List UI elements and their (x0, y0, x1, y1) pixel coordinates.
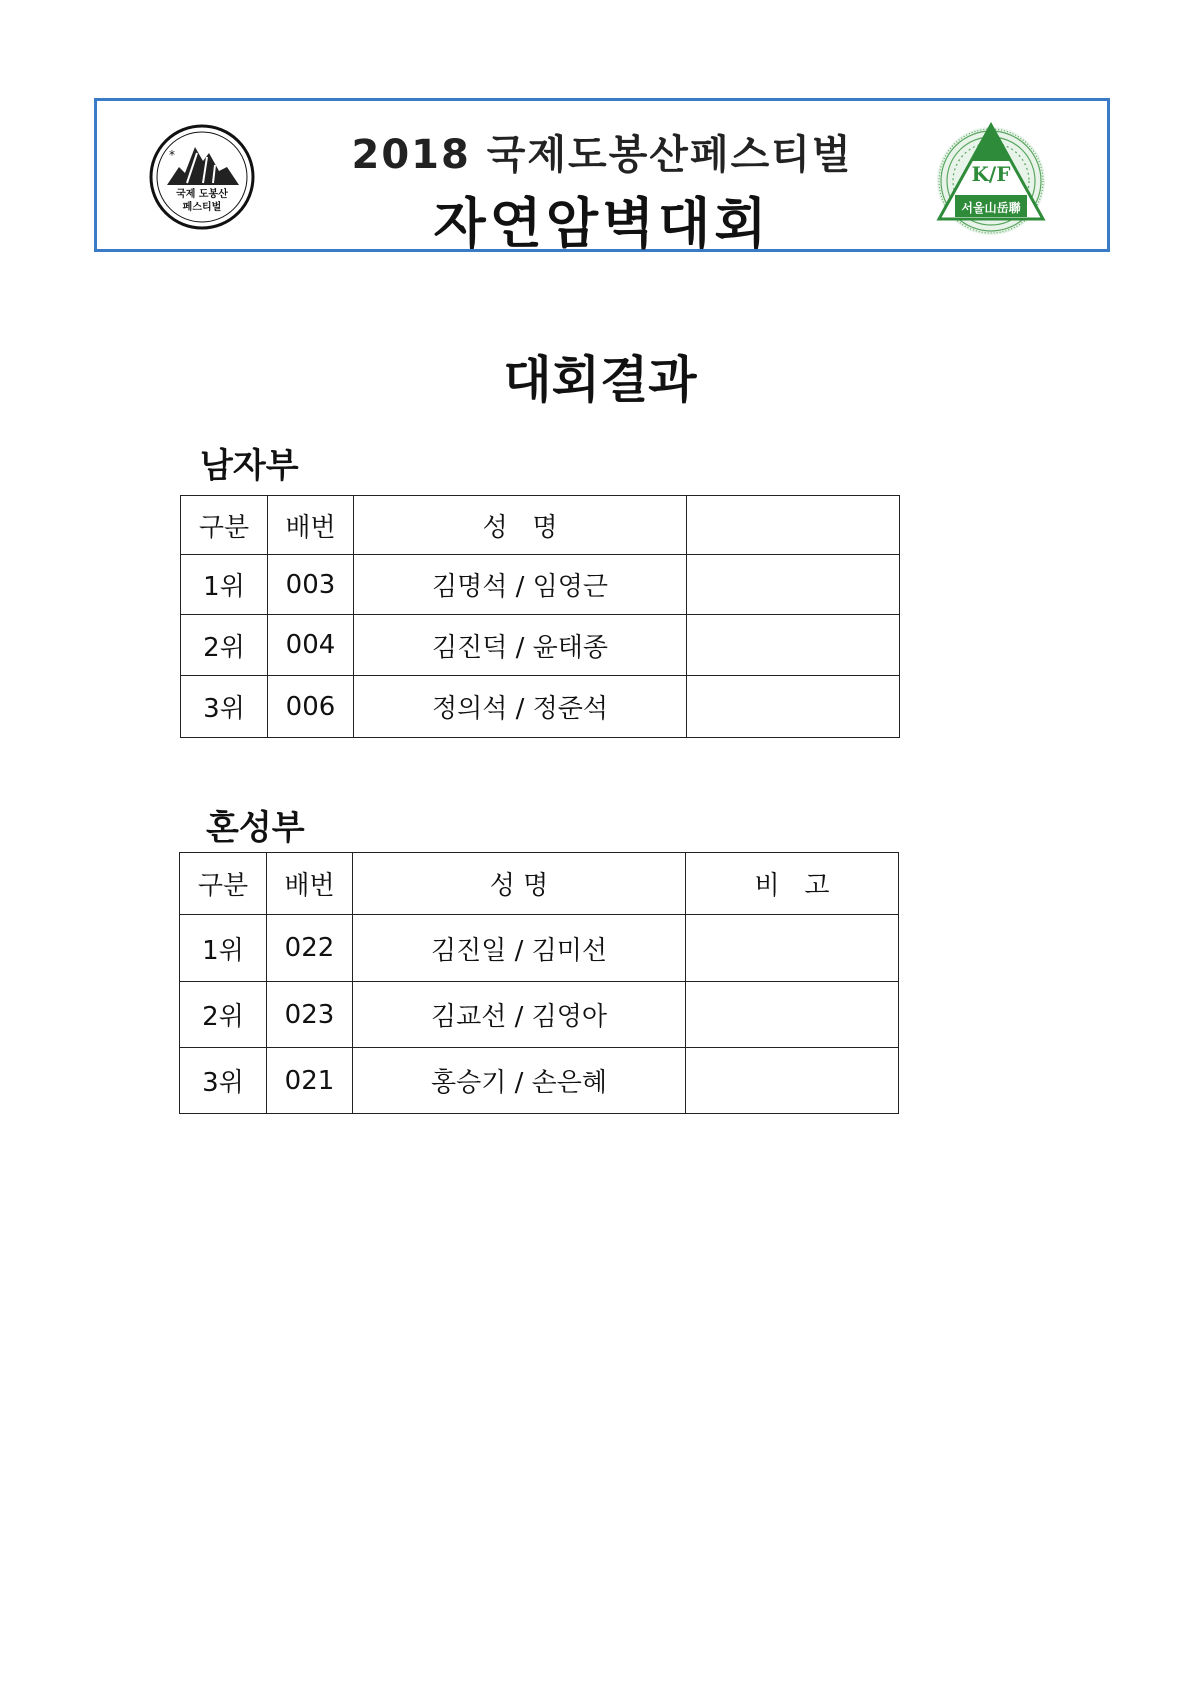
cell-note (686, 982, 899, 1048)
cell-bib: 004 (268, 615, 354, 676)
cell-bib: 022 (267, 915, 353, 982)
cell-bib: 003 (268, 555, 354, 615)
table-row (181, 676, 900, 738)
cell-rank: 3위 (181, 676, 268, 738)
results-table-mixed (179, 852, 899, 1114)
cell-rank: 2위 (180, 982, 267, 1048)
cell-name: 김명석 / 임영근 (354, 555, 687, 615)
table-header-row (181, 496, 900, 555)
cell-rank: 1위 (180, 915, 267, 982)
cell-name: 김교선 / 김영아 (353, 982, 686, 1048)
cell-name: 김진덕 / 윤태종 (354, 615, 687, 676)
cell-bib: 006 (268, 676, 354, 738)
cell-note (687, 555, 900, 615)
table-row (180, 915, 899, 982)
cell-rank: 2위 (181, 615, 268, 676)
right-logo-letters: K/F (971, 162, 1011, 186)
cell-note (687, 676, 900, 738)
header-note: 비 고 (686, 853, 899, 915)
header-bib: 배번 (268, 496, 354, 555)
cell-rank: 3위 (180, 1048, 267, 1114)
event-banner (94, 98, 1110, 255)
header-name: 성 명 (353, 853, 686, 915)
section-title-men: 남자부 (200, 446, 299, 486)
results-table-men (180, 495, 900, 738)
banner-subtitle: 2018 국제도봉산페스티벌 (351, 132, 853, 178)
header-note (687, 496, 900, 555)
table-header-row (180, 853, 899, 915)
cell-rank: 1위 (181, 555, 268, 615)
document-title: 대회결과 (503, 351, 697, 409)
seoul-alpine-federation-logo (931, 119, 1051, 237)
header-rank: 구분 (181, 496, 268, 555)
cell-note (686, 915, 899, 982)
cell-bib: 023 (267, 982, 353, 1048)
right-logo-text: 서울山岳聯 (961, 201, 1021, 215)
left-logo-text-bottom: 페스티벌 (182, 202, 222, 213)
header-rank: 구분 (180, 853, 267, 915)
table-row (180, 1048, 899, 1114)
table-row (181, 615, 900, 676)
cell-name: 김진일 / 김미선 (353, 915, 686, 982)
cell-note (686, 1048, 899, 1114)
cell-bib: 021 (267, 1048, 353, 1114)
svg-text:*: * (169, 148, 175, 162)
section-title-mixed: 혼성부 (206, 808, 305, 848)
left-logo-text-top: 국제 도봉산 (176, 189, 228, 200)
cell-name: 정의석 / 정준석 (354, 676, 687, 738)
header-name: 성 명 (354, 496, 687, 555)
cell-note (687, 615, 900, 676)
table-row (181, 555, 900, 615)
table-row (180, 982, 899, 1048)
header-bib: 배번 (267, 853, 353, 915)
cell-name: 홍승기 / 손은혜 (353, 1048, 686, 1114)
banner-title: 자연암벽대회 (433, 192, 771, 255)
